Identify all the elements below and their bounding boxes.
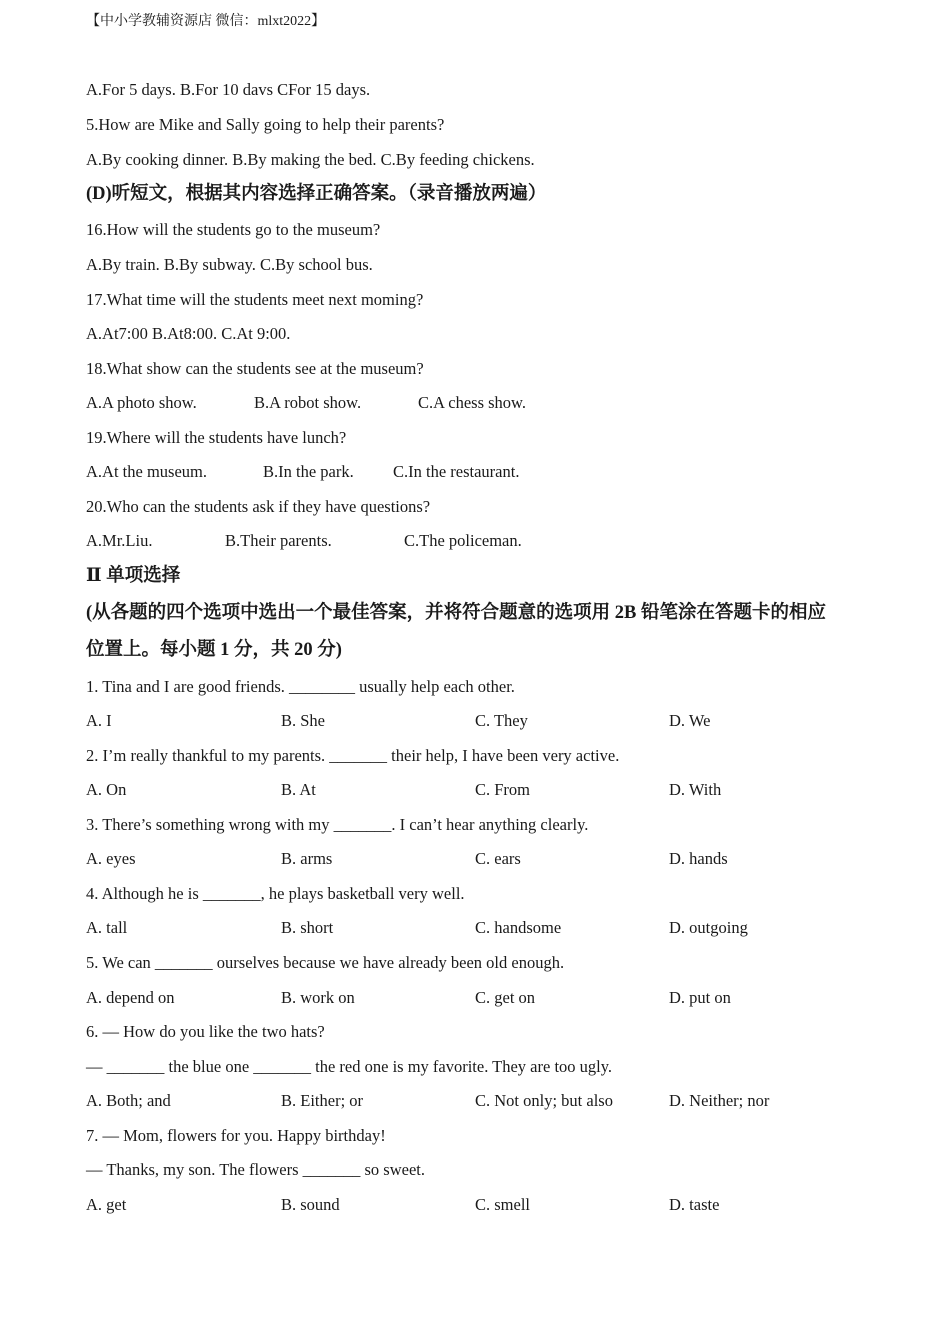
mc-q6-stem-1: 6. — How do you like the two hats? xyxy=(86,1022,325,1041)
mc-q5-stem: 5. We can _______ ourselves because we have already been old enough. xyxy=(86,953,565,972)
section-2-title: Ⅱ 单项选择 xyxy=(86,566,181,586)
mc-q1-stem: 1. Tina and I are good friends. ________ usually help each other. xyxy=(86,677,515,696)
q20-option-c: C.The policeman. xyxy=(404,531,522,550)
q5-options: A.By cooking dinner. B.By making the bed. C.By feeding chickens. xyxy=(86,150,535,169)
mc-q7-option-b: B. sound xyxy=(281,1195,340,1214)
q17-stem: 17.What time will the students meet next moming? xyxy=(86,290,424,309)
q17-options: A.At7:00 B.At8:00. C.At 9:00. xyxy=(86,324,291,343)
mc-q4-option-a: A. tall xyxy=(86,918,128,937)
mc-q4-option-c: C. handsome xyxy=(475,918,562,937)
mc-q3-stem: 3. There’s something wrong with my _______. I can’t hear anything clearly. xyxy=(86,815,589,834)
q20-option-a: A.Mr.Liu. xyxy=(86,531,153,550)
mc-q7-stem-2: — Thanks, my son. The flowers _______ so sweet. xyxy=(86,1160,425,1179)
mc-q1-option-d: D. We xyxy=(669,711,711,730)
mc-q7-option-d: D. taste xyxy=(669,1195,720,1214)
q19-option-b: B.In the park. xyxy=(263,462,354,481)
mc-q5-option-d: D. put on xyxy=(669,988,731,1007)
mc-q5-option-c: C. get on xyxy=(475,988,536,1007)
q18-option-b: B.A robot show. xyxy=(254,393,362,412)
section-2-instruction-1: (从各题的四个选项中选出一个最佳答案，并将符合题意的选项用 2B 铅笔涂在答题卡的相应 xyxy=(86,603,827,623)
mc-q2-option-d: D. With xyxy=(669,780,722,799)
mc-q7-option-a: A. get xyxy=(86,1195,127,1214)
mc-q7-option-c: C. smell xyxy=(475,1195,531,1214)
mc-q7-stem-1: 7. — Mom, flowers for you. Happy birthday! xyxy=(86,1126,386,1145)
mc-q4-stem: 4. Although he is _______, he plays basketball very well. xyxy=(86,884,465,903)
q16-options: A.By train. B.By subway. C.By school bus. xyxy=(86,255,373,274)
mc-q4-option-d: D. outgoing xyxy=(669,918,748,937)
q5-stem: 5.How are Mike and Sally going to help their parents? xyxy=(86,115,445,134)
q16-stem: 16.How will the students go to the museum? xyxy=(86,220,381,239)
mc-q1-option-c: C. They xyxy=(475,711,528,730)
mc-q5-option-b: B. work on xyxy=(281,988,355,1007)
mc-q3-option-c: C. ears xyxy=(475,849,521,868)
section-d-title: (D)听短文，根据其内容选择正确答案。（录音播放两遍） xyxy=(86,184,547,204)
mc-q2-option-a: A. On xyxy=(86,780,127,799)
q18-option-a: A.A photo show. xyxy=(86,393,197,412)
mc-q1-option-b: B. She xyxy=(281,711,326,730)
mc-q3-option-b: B. arms xyxy=(281,849,333,868)
section-2-instruction-2: 位置上。每小题 1 分，共 20 分) xyxy=(86,640,342,660)
mc-q2-option-b: B. At xyxy=(281,780,316,799)
mc-q4-option-b: B. short xyxy=(281,918,334,937)
mc-q6-option-a: A. Both; and xyxy=(86,1091,171,1110)
mc-q2-option-c: C. From xyxy=(475,780,531,799)
q20-option-b: B.Their parents. xyxy=(225,531,332,550)
mc-q6-option-d: D. Neither; nor xyxy=(669,1091,770,1110)
mc-q1-option-a: A. I xyxy=(86,711,112,730)
q19-stem: 19.Where will the students have lunch? xyxy=(86,428,347,447)
q18-stem: 18.What show can the students see at the museum? xyxy=(86,359,424,378)
mc-q3-option-d: D. hands xyxy=(669,849,728,868)
q19-option-a: A.At the museum. xyxy=(86,462,207,481)
page-header: 【中小学教辅资源店 微信：mlxt2022】 xyxy=(86,14,326,29)
q4-options: A.For 5 days. B.For 10 davs CFor 15 days. xyxy=(86,80,371,99)
mc-q2-stem: 2. I’m really thankful to my parents. _______ their help, I have been very active. xyxy=(86,746,620,765)
mc-q5-option-a: A. depend on xyxy=(86,988,175,1007)
q18-option-c: C.A chess show. xyxy=(418,393,527,412)
mc-q6-option-c: C. Not only; but also xyxy=(475,1091,613,1110)
mc-q3-option-a: A. eyes xyxy=(86,849,136,868)
mc-q6-option-b: B. Either; or xyxy=(281,1091,364,1110)
mc-q6-stem-2: — _______ the blue one _______ the red one is my favorite. They are too ugly. xyxy=(86,1057,613,1076)
q19-option-c: C.In the restaurant. xyxy=(393,462,520,481)
q20-stem: 20.Who can the students ask if they have questions? xyxy=(86,497,431,516)
